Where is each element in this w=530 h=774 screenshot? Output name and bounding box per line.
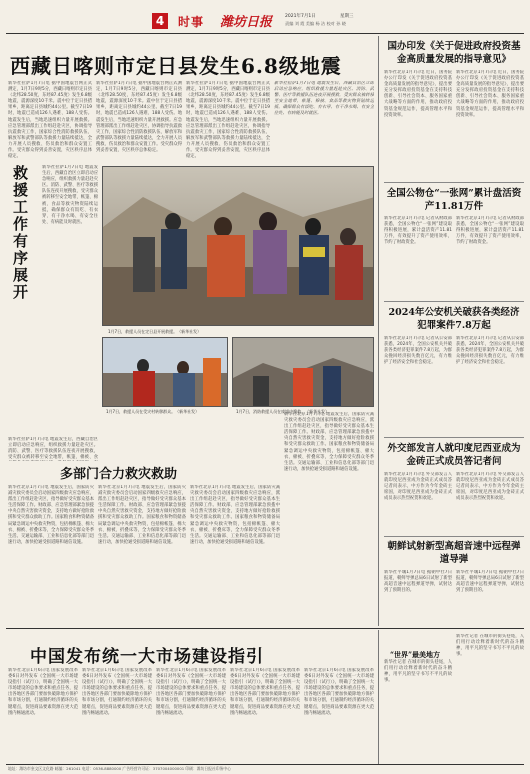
footer-text: 地址：潍坊市奎文区文化路 邮编：261041 电话：0536-8880000 广告经营许可证：3707004000001 印刷：潍坊日报社印务中心 xyxy=(8,766,231,771)
bottom-sidebar-title: “世界”最美地方 xyxy=(390,650,441,659)
right-divider-3 xyxy=(384,437,524,438)
main-photo-caption: 1月7日，救援人员在定日县开展救援。（新华社发） xyxy=(108,329,202,334)
footer-rule xyxy=(6,764,524,765)
right-article-5-title: 朝鲜试射新型高超音速中远程弹道导弹 xyxy=(387,541,521,565)
bottom-body-col4: 新华社北京1月6日电 国家发展改革委6日对外发布《全国统一大市场建设指引（试行）》，明确了全国统一大市场建设的总体要求和重点任务，提出各地区各部门要加快破除地方保护和市场分割，打通制约经济循环的关键堵点，促进商品要素资源在更大范围内畅通流动。 xyxy=(230,668,300,716)
issue-weekday: 星期三 xyxy=(340,14,354,19)
masthead-rule xyxy=(6,33,524,34)
bottom-body-col2: 新华社北京1月6日电 国家发展改革委6日对外发布《全国统一大市场建设指引（试行）》，明确了全国统一大市场建设的总体要求和重点任务，提出各地区各部门要加快破除地方保护和市场分割，打通制约经济循环的关键堵点，促进商品要素资源在更大范围内畅通流动。 xyxy=(82,668,152,716)
right-article-5-body-b: 新华社平壤1月7日电 据朝中社7日报道，朝鲜导弹总局6日试射了新型高超音速中远程弹道导弹，试射达到了预期目的。 xyxy=(456,570,524,594)
right-article-3-title: 2024年公安机关破获各类经济犯罪案件7.8万起 xyxy=(388,307,520,331)
right-article-2-body-a: 新华社北京1月7日电 记者从财政部获悉，全国公物仓“一张网”建设取得积极进展，累计盘活资产11.81万件，有效提升了资产使用效率，节约了财政资金。 xyxy=(384,216,452,246)
page-number-badge: 4 xyxy=(152,13,168,29)
sub-body-col2: 新华社北京1月7日电 地震发生后，国家防灾减灾救灾委员会启动国家四级救灾应急响应，派出工作组赶赴灾区，指导做好受灾群众基本生活保障工作。财政部、应急管理部紧急预拨中央自然灾害救灾资金，支持地方做好抢险救援和受灾群众救助工作。国家粮食和物资储备局紧急调运中央救灾物资，包括棉帐篷、棉大衣、棉被、折叠床等，全力保障受灾群众冬季生活。交通运输部、工业和信息化部等部门迅速行动，加快抢通受损道路和通信设施。 xyxy=(98,485,186,545)
sub-headline: 多部门合力救灾救助 xyxy=(60,467,178,482)
right-column-divider xyxy=(378,36,379,626)
right-divider-1 xyxy=(384,182,524,183)
lead-body-col2: 新华社拉萨1月7日电 据中国地震台网正式测定，1月7日9时5分，西藏日喀则市定日县（北纬28.50度，东经87.45度）发生6.8级地震，震源深度10千米。震中位于定日县措果乡，距离定日县城约44公里。截至7日19时，地震已造成126人遇难、188人受伤。地震发生后，当地迅速组织力量开展救援。应急管理部派出工作组赶赴灾区，协调指导抗震救灾工作，国家综合性消防救援队伍、解放军和武警部队等救援力量陆续抵达，全力开展人员搜救、伤员救治和群众安置工作。受灾群众得到妥善安置，灾区秩序总体稳定。 xyxy=(96,81,182,154)
rescue-scene-image xyxy=(103,167,374,326)
right-article-2-body-b: 新华社北京1月7日电 记者从财政部获悉，全国公物仓“一张网”建设取得积极进展，累计盘活资产11.81万件，有效提升了资产使用效率，节约了财政资金。 xyxy=(456,216,524,246)
sub-body-col4: 新华社北京1月7日电 地震发生后，国家防灾减灾救灾委员会启动国家四级救灾应急响应，派出工作组赶赴灾区，指导做好受灾群众基本生活保障工作。财政部、应急管理部紧急预拨中央自然灾害救灾资金，支持地方做好抢险救援和受灾群众救助工作。国家粮食和物资储备局紧急调运中央救灾物资，包括棉帐篷、棉大衣、棉被、折叠床等，全力保障受灾群众冬季生活。交通运输部、工业和信息化部等部门迅速行动，加快抢通受损道路和通信设施。 xyxy=(284,412,374,472)
sub-body-col1: 新华社北京1月7日电 地震发生后，国家防灾减灾救灾委员会启动国家四级救灾应急响应，派出工作组赶赴灾区，指导做好受灾群众基本生活保障工作。财政部、应急管理部紧急预拨中央自然灾害救灾资金，支持地方做好抢险救援和受灾群众救助工作。国家粮食和物资储备局紧急调运中央救灾物资，包括棉帐篷、棉大衣、棉被、折叠床等，全力保障受灾群众冬季生活。交通运输部、工业和信息化部等部门迅速行动，加快抢通受损道路和通信设施。 xyxy=(8,485,94,545)
paper-logo: 潍坊日报 xyxy=(220,15,273,30)
side-body-lower: 新华社拉萨1月7日电 地震发生后，西藏自治区立即启动应急响应，组织救援力量赶赴灾区。消防、武警、医疗等救援队伍连夜开展搜救，受灾群众被转移至安全地带，帐篷、棉被、食 xyxy=(8,437,98,461)
bottom-body-col3: 新华社北京1月6日电 国家发展改革委6日对外发布《全国统一大市场建设指引（试行）》，明确了全国统一大市场建设的总体要求和重点任务，提出各地区各部门要加快破除地方保护和市场分割，打通制约经济循环的关键堵点，促进商品要素资源在更大范围内畅通流动。 xyxy=(156,668,226,716)
bottom-sidebar-body-a: 新华社记者 在城市的街头巷尾，人们用行动诠释着新时代的奋斗精神，用平凡的坚守书写不平凡的故事。 xyxy=(384,660,452,684)
side-headline: 救援工作有序展开 xyxy=(13,164,29,301)
debris-search-image xyxy=(233,338,374,407)
right-divider-4 xyxy=(384,536,524,537)
bottom-headline: 中国发布统一大市场建设指引 xyxy=(30,647,264,667)
right-article-3-body-a: 新华社北京1月7日电 记者从公安部获悉，2024年，全国公安机关共破获各类经济犯罪案件7.8万起，为群众挽回经济损失数百亿元，有力维护了经济安全和社会稳定。 xyxy=(384,336,452,366)
editor-credits: 责编 刘 霞 美编 杨 洁 校对 孙 晓 xyxy=(285,21,346,26)
bottom-sidebar-body-b: 新华社记者 在城市的街头巷尾，人们用行动诠释着新时代的奋斗精神，用平凡的坚守书写不平凡的故事。 xyxy=(456,634,524,658)
right-article-1-title: 国办印发《关于促进政府投资基金高质量发展的指导意见》 xyxy=(387,41,521,65)
lead-body-col3: 新华社拉萨1月7日电 据中国地震台网正式测定，1月7日9时5分，西藏日喀则市定日县（北纬28.50度，东经87.45度）发生6.8级地震，震源深度10千米。震中位于定日县措果乡，距离定日县城约44公里。截至7日19时，地震已造成126人遇难、188人受伤。地震发生后，当地迅速组织力量开展救援。应急管理部派出工作组赶赴灾区，协调指导抗震救灾工作，国家综合性消防救援队伍、解放军和武警部队等救援力量陆续抵达，全力开展人员搜救、伤员救治和群众安置工作。受灾群众得到妥善安置，灾区秩序总体稳定。 xyxy=(186,81,270,160)
right-article-2-title: 全国公物仓“一张网”累计盘活资产11.81万件 xyxy=(386,188,522,212)
right-article-1-body-a: 新华社北京1月7日电 近日，国务院办公厅印发《关于促进政府投资基金高质量发展的指导意见》，提出要充分发挥政府投资基金在支持科技创新、引导社会资本、服务国家重大战略等方面的作用，推动政府投资基金规范运作，提高管理水平和投资效率。 xyxy=(384,70,452,118)
right-article-4-body-a: 新华社北京1月7日电 外交部发言人就印度尼西亚成为金砖正式成员答记者问表示，中方作为今年金砖主席国，对印度尼西亚成为金砖正式成员表示热烈祝贺和欢迎。 xyxy=(384,472,452,502)
sub-body-col3: 新华社北京1月7日电 地震发生后，国家防灾减灾救灾委员会启动国家四级救灾应急响应，派出工作组赶赴灾区，指导做好受灾群众基本生活保障工作。财政部、应急管理部紧急预拨中央自然灾害救灾资金，支持地方做好抢险救援和受灾群众救助工作。国家粮食和物资储备局紧急调运中央救灾物资，包括棉帐篷、棉大衣、棉被、折叠床等，全力保障受灾群众冬季生活。交通运输部、工业和信息化部等部门迅速行动，加快抢通受损道路和通信设施。 xyxy=(190,485,280,545)
right-article-3-body-b: 新华社北京1月7日电 记者从公安部获悉，2024年，全国公安机关共破获各类经济犯罪案件7.8万起，为群众挽回经济损失数百亿元，有力维护了经济安全和社会稳定。 xyxy=(456,336,524,366)
bottom-right-divider xyxy=(378,630,379,764)
left-photo-caption: 1月7日，救援人员在受灾村转移群众。（新华社发） xyxy=(106,409,200,414)
lead-body-col4: 新华社拉萨1月7日电 地震发生后，西藏自治区立即启动应急响应，组织救援力量赶赴灾区。消防、武警、医疗等救援队伍连夜开展搜救，受灾群众被转移至安全地带，帐篷、棉被、食品等救灾物资陆续运抵，确保群众有饭吃、有衣穿、有干净水喝、有安全住处、有病能及时就医。 xyxy=(274,81,374,117)
lead-headline: 西藏日喀则市定日县发生6.8级地震 xyxy=(10,54,342,78)
bottom-section-rule xyxy=(6,628,524,629)
right-article-4-body-b: 新华社北京1月7日电 外交部发言人就印度尼西亚成为金砖正式成员答记者问表示，中方作为今年金砖主席国，对印度尼西亚成为金砖正式成员表示热烈祝贺和欢迎。 xyxy=(456,472,524,502)
side-body: 新华社拉萨1月7日电 地震发生后，西藏自治区立即启动应急响应，组织救援力量赶赴灾区。消防、武警、医疗等救援队伍连夜开展搜救，受灾群众被转移至安全地带，帐篷、棉被、食品等救灾物资陆续运抵，确保群众有饭吃、有衣穿、有干净水喝、有安全住处、有病能及时就医。 xyxy=(42,165,98,225)
right-article-4-title: 外交部发言人就印度尼西亚成为金砖正式成员答记者问 xyxy=(387,443,521,467)
right-article-5-body-a: 新华社平壤1月7日电 据朝中社7日报道，朝鲜导弹总局6日试射了新型高超音速中远程弹道导弹，试射达到了预期目的。 xyxy=(384,570,452,594)
section-label: 时事 xyxy=(178,15,205,29)
right-article-1-body-b: 新华社北京1月7日电 近日，国务院办公厅印发《关于促进政府投资基金高质量发展的指导意见》，提出要充分发挥政府投资基金在支持科技创新、引导社会资本、服务国家重大战略等方面的作用，推动政府投资基金规范运作，提高管理水平和投资效率。 xyxy=(456,70,524,118)
lead-body-col1: 新华社拉萨1月7日电 据中国地震台网正式测定，1月7日9时5分，西藏日喀则市定日县（北纬28.50度，东经87.45度）发生6.8级地震，震源深度10千米。震中位于定日县措果乡，距离定日县城约44公里。截至7日19时，地震已造成126人遇难、188人受伤。地震发生后，当地迅速组织力量开展救援。应急管理部派出工作组赶赴灾区，协调指导抗震救灾工作，国家综合性消防救援队伍、解放军和武警部队等救援力量陆续抵达，全力开展人员搜救、伤员救治和群众安置工作。受灾群众得到妥善安置，灾区秩序总体稳定。 xyxy=(8,81,92,160)
masthead xyxy=(0,0,530,34)
issue-date: 2021年7月1日 xyxy=(285,14,316,19)
left-photo xyxy=(102,337,228,407)
bottom-body-col5: 新华社北京1月6日电 国家发展改革委6日对外发布《全国统一大市场建设指引（试行）》，明确了全国统一大市场建设的总体要求和重点任务，提出各地区各部门要加快破除地方保护和市场分割，打通制约经济循环的关键堵点，促进商品要素资源在更大范围内畅通流动。 xyxy=(304,668,374,716)
right-photo-caption: 1月7日，消防救援人员在废墟中搜救。（新华社发） xyxy=(236,409,330,414)
evacuation-image xyxy=(103,338,228,407)
main-photo xyxy=(102,166,374,326)
right-divider-2 xyxy=(384,301,524,302)
bottom-body-col1: 新华社北京1月6日电 国家发展改革委6日对外发布《全国统一大市场建设指引（试行）》，明确了全国统一大市场建设的总体要求和重点任务，提出各地区各部门要加快破除地方保护和市场分割，打通制约经济循环的关键堵点，促进商品要素资源在更大范围内畅通流动。 xyxy=(8,668,78,716)
right-photo xyxy=(232,337,374,407)
